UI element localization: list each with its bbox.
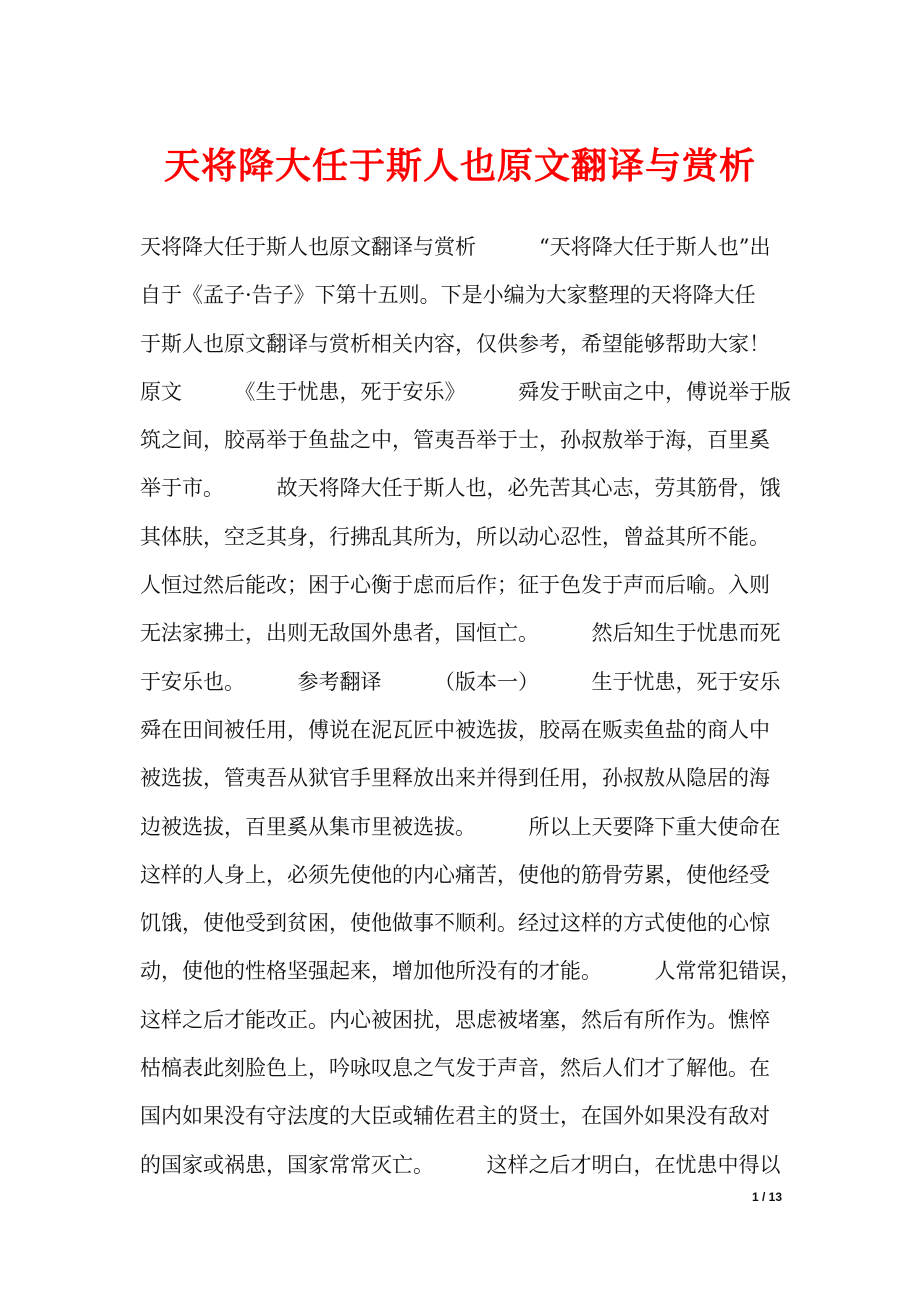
body-line: 自于《孟子·告子》下第十五则。下是小编为大家整理的天将降大任 — [140, 283, 756, 308]
body-line: 人恒过然后能改；困于心衡于虑而后作；征于色发于声而后喻。入则 — [140, 573, 770, 598]
body-line: 动，使他的性格坚强起来，增加他所没有的才能。 人常常犯错误， — [140, 959, 802, 984]
body-line: 原文 《生于忧患，死于安乐》 舜发于畎亩之中，傅说举于版 — [140, 379, 791, 404]
body-line: 这样之后才能改正。内心被困扰，思虑被堵塞，然后有所作为。憔悴 — [140, 1007, 770, 1032]
body-line: 边被选拔，百里奚从集市里被选拔。 所以上天要降下重大使命在 — [140, 814, 781, 839]
document-body — [140, 223, 802, 1189]
body-line: 被选拔，管夷吾从狱官手里释放出来并得到任用，孙叔敖从隐居的海 — [140, 766, 770, 791]
body-line: 的国家或祸患，国家常常灭亡。 这样之后才明白，在忧患中得以 — [140, 1152, 781, 1177]
body-line: 枯槁表此刻脸色上，吟咏叹息之气发于声音，然后人们才了解他。在 — [140, 1056, 770, 1081]
body-line: 饥饿，使他受到贫困，使他做事不顺利。经过这样的方式使他的心惊 — [140, 911, 770, 936]
body-line: 国内如果没有守法度的大臣或辅佐君主的贤士，在国外如果没有敌对 — [140, 1104, 770, 1129]
page-number: 1 / 13 — [751, 1190, 782, 1204]
body-line: 于安乐也。 参考翻译 （版本一） 生于忧患，死于安乐 — [140, 669, 781, 694]
body-line: 无法家拂士，出则无敌国外患者，国恒亡。 然后知生于忧患而死 — [140, 621, 781, 646]
body-line: 天将降大任于斯人也原文翻译与赏析 “天将降大任于斯人也”出 — [140, 235, 771, 259]
body-line: 这样的人身上，必须先使他的内心痛苦，使他的筋骨劳累，使他经受 — [140, 862, 770, 887]
document-title: 天将降大任于斯人也原文翻译与赏析 — [163, 145, 756, 187]
body-line: 举于市。 故天将降大任于斯人也，必先苦其心志，劳其筋骨，饿 — [140, 476, 781, 501]
body-line: 于斯人也原文翻译与赏析相关内容，仅供参考，希望能够帮助大家！ — [140, 331, 770, 356]
body-line: 舜在田间被任用，傅说在泥瓦匠中被选拔，胶鬲在贩卖鱼盐的商人中 — [140, 717, 770, 742]
body-line: 筑之间，胶鬲举于鱼盐之中，管夷吾举于士，孙叔敖举于海，百里奚 — [140, 428, 770, 453]
body-line: 其体肤，空乏其身，行拂乱其所为，所以动心忍性，曾益其所不能。 — [140, 524, 770, 549]
